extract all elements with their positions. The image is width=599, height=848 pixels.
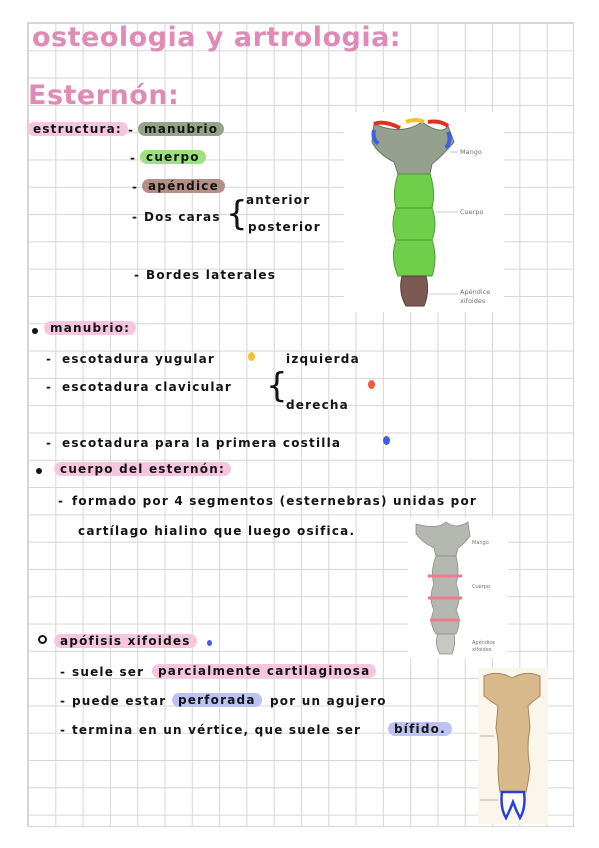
manubrio-heading: manubrio: (44, 321, 136, 335)
fig1-label-mango: Mango (460, 148, 482, 156)
manubrio-side-right: derecha (286, 398, 349, 412)
bullet-apofisis (38, 635, 47, 644)
apofisis-line-1-hl: parcialmente cartilaginosa (152, 664, 376, 678)
estructura-item-cuerpo: cuerpo (140, 150, 206, 164)
apofisis-line-2-hl: perforada (172, 693, 262, 707)
section-title: Esternón: (28, 80, 180, 111)
manubrio-line-1: escotadura yugular (62, 352, 216, 366)
apofisis-line-3-hl: bífido. (388, 722, 452, 736)
dot-red (368, 380, 375, 389)
dot-yellow (248, 352, 255, 361)
bullet-cuerpo (36, 468, 42, 474)
estructura-label: estructura: (27, 122, 128, 136)
sternum-figure-2 (408, 518, 508, 658)
cuerpo-dash-1: - (58, 494, 65, 508)
cara-posterior: posterior (248, 220, 321, 234)
estructura-item-dash-2: - (130, 151, 137, 165)
cara-anterior: anterior (246, 193, 311, 207)
apofisis-dash-2: - (60, 694, 67, 708)
sternum-figure-1 (344, 112, 504, 312)
manubrio-side-left: izquierda (286, 352, 360, 366)
apofisis-line-3-pre: termina en un vértice, que suele ser (72, 723, 362, 737)
estructura-item-dash-4: - (132, 210, 139, 224)
fig1-label-xifoides: xifoides (460, 297, 486, 305)
fig2-label-cuerpo: Cuerpo (472, 584, 491, 590)
fig2-label-mango: Mango (472, 540, 489, 546)
brace-sides: { (266, 366, 288, 406)
manubrio-dash-2: - (46, 380, 53, 394)
apofisis-dash-3: - (60, 723, 67, 737)
dot-blue-1 (383, 436, 390, 445)
apofisis-line-2-post: por un agujero (270, 694, 387, 708)
manubrio-line-2: escotadura clavicular (62, 380, 233, 394)
estructura-item-bordes: Bordes laterales (146, 268, 277, 282)
estructura-item-dash-3: - (132, 180, 139, 194)
manubrio-line-3: escotadura para la primera costilla (62, 436, 342, 450)
estructura-item-dash-1: - (128, 123, 135, 137)
page-title: osteologia y artrologia: (32, 22, 402, 53)
cuerpo-line-1: formado por 4 segmentos (esternebras) unidas por (72, 494, 478, 508)
apofisis-line-2-pre: puede estar (72, 694, 167, 708)
xiphoid-figure (478, 668, 548, 824)
cuerpo-heading: cuerpo del esternón: (54, 462, 231, 476)
cuerpo-line-2: cartílago hialino que luego osifica. (78, 524, 356, 538)
fig2-label-xifoides: xifoides (472, 647, 492, 653)
brace-caras: { (226, 194, 248, 234)
estructura-item-manubrio: manubrio (138, 122, 224, 136)
manubrio-dash-3: - (46, 436, 53, 450)
apofisis-dash-1: - (60, 665, 67, 679)
fig2-label-apendice: Apéndice (472, 640, 496, 646)
apofisis-line-1-pre: suele ser (72, 665, 145, 679)
estructura-item-apendice: apéndice (142, 179, 225, 193)
manubrio-dash-1: - (46, 352, 53, 366)
fig1-label-apendice: Apéndice (460, 288, 491, 296)
apofisis-heading: apófisis xifoides (54, 634, 197, 648)
bullet-manubrio (32, 328, 38, 334)
dot-blue-2 (207, 640, 212, 646)
estructura-item-caras: Dos caras (144, 210, 221, 224)
fig1-label-cuerpo: Cuerpo (460, 208, 484, 216)
estructura-item-dash-5: - (134, 268, 141, 282)
